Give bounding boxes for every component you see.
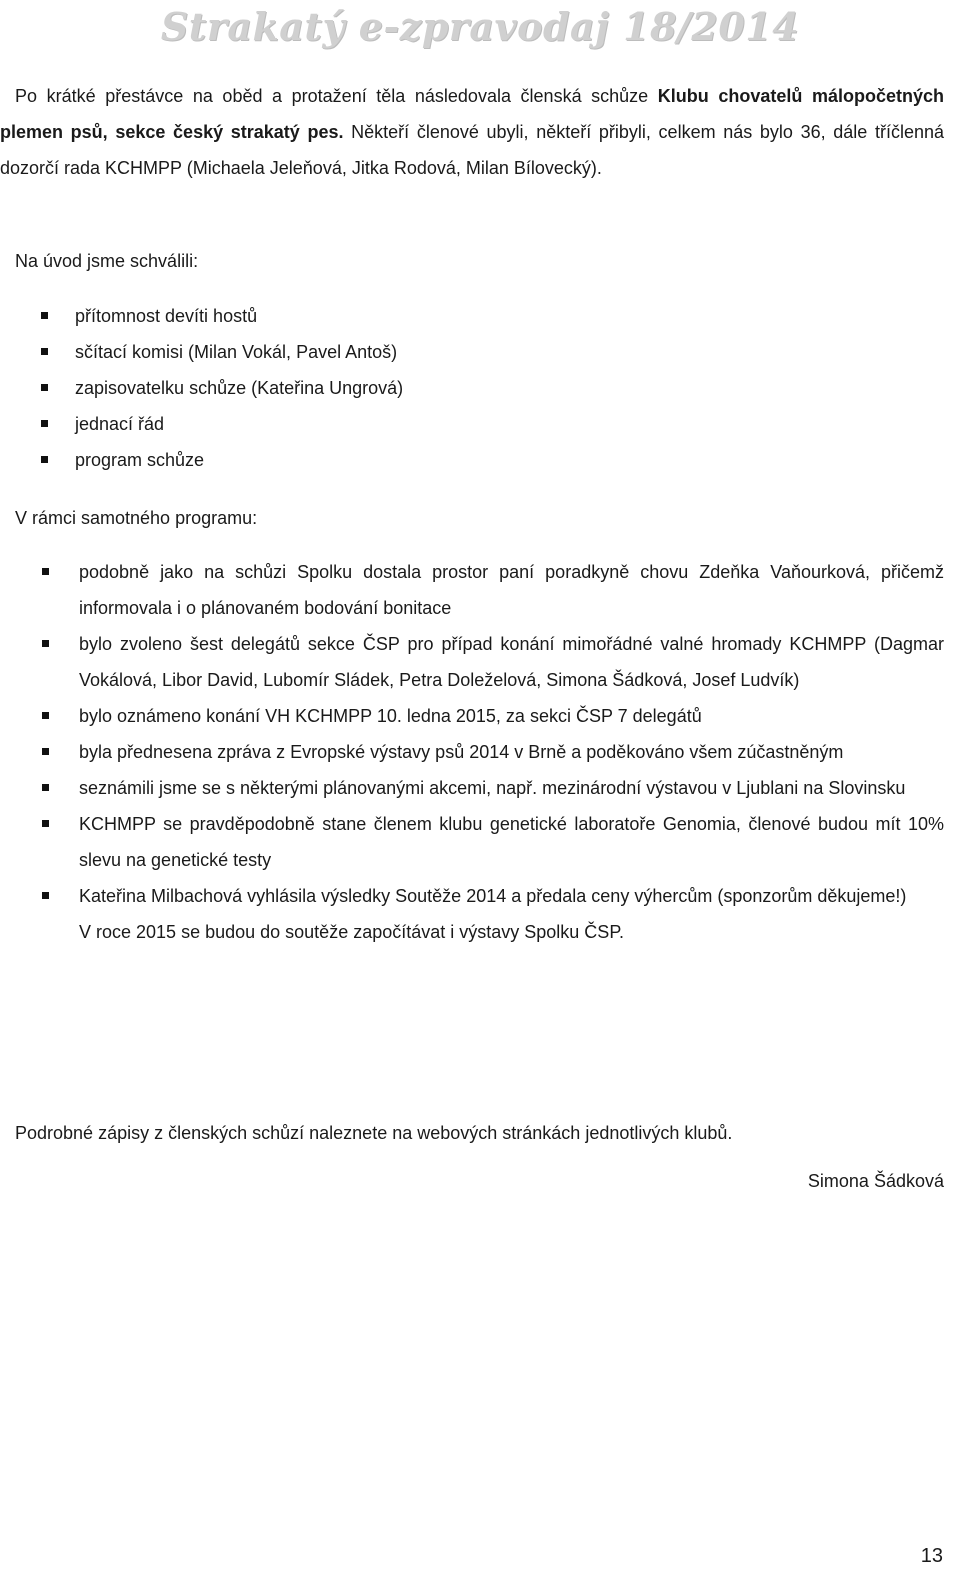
- intro-text-start: Po krátké přestávce na oběd a protažení těla následovala členská schůze: [15, 86, 658, 106]
- list-item-text: přítomnost devíti hostů: [75, 306, 258, 326]
- list-item-text: sčítací komisi (Milan Vokál, Pavel Antoš): [75, 342, 398, 362]
- list-item-text: bylo oznámeno konání VH KCHMPP 10. ledna 2015, za sekci ČSP 7 delegátů: [79, 706, 702, 726]
- footer-note: Podrobné zápisy z členských schůzí naleznete na webových stránkách jednotlivých klubů.: [15, 1123, 733, 1143]
- square-bullet-icon: [42, 568, 49, 575]
- list-item-text: podobně jako na schůzi Spolku dostala prostor paní poradkyně chovu Zdeňka Vaňourková, přičemž informovala i o plánovaném bodování bonitace: [79, 562, 944, 618]
- square-bullet-icon: [41, 420, 48, 427]
- list-item-text: program schůze: [75, 450, 205, 470]
- list-item: [15, 770, 944, 806]
- square-bullet-icon: [42, 784, 49, 791]
- square-bullet-icon: [42, 640, 49, 647]
- square-bullet-icon: [41, 456, 48, 463]
- square-bullet-icon: [42, 820, 49, 827]
- square-bullet-icon: [41, 312, 48, 319]
- list-item-text: bylo zvoleno šest delegátů sekce ČSP pro případ konání mimořádné valné hromady KCHMPP (Dagmar Vokálová, Libor David, Lubomír Sládek, Petra Doleželová, Simona Šádková, Josef Ludvík): [79, 634, 944, 690]
- list-item: [15, 370, 403, 406]
- approved-items-list: [15, 298, 403, 478]
- page-header-title: Strakatý e-zpravodaj 18/2014: [160, 4, 800, 49]
- intro-paragraph: [0, 78, 944, 186]
- competition-note: V roce 2015 se budou do soutěže započítávat i výstavy Spolku ČSP.: [79, 922, 625, 942]
- list-item-text: byla přednesena zpráva z Evropské výstavy psů 2014 v Brně a poděkováno všem zúčastněným: [79, 742, 844, 762]
- square-bullet-icon: [42, 712, 49, 719]
- square-bullet-icon: [42, 892, 49, 899]
- square-bullet-icon: [42, 748, 49, 755]
- square-bullet-icon: [41, 384, 48, 391]
- list-item: [15, 406, 403, 442]
- list-item-text: jednací řád: [75, 414, 165, 434]
- program-items-list: [15, 554, 944, 950]
- intro-bold-club-name: Klubu chovatelů málopočetných plemen psů, sekce český strakatý pes.: [0, 86, 944, 142]
- list-item: [15, 878, 944, 914]
- list-item: [15, 334, 403, 370]
- intro-text-end: Někteří členové ubyli, někteří přibyli, celkem nás bylo 36, dále tříčlenná dozorčí rada KCHMPP (Michaela Jeleňová, Jitka Rodová, Milan Bílovecký).: [0, 122, 944, 178]
- list-item: [15, 298, 403, 334]
- section1-heading: Na úvod jsme schválili:: [15, 251, 199, 271]
- section2-heading: V rámci samotného programu:: [15, 508, 258, 528]
- square-bullet-icon: [41, 348, 48, 355]
- list-item-text: seznámili jsme se s některými plánovanými akcemi, např. mezinárodní výstavou v Ljublani na Slovinsku: [79, 778, 906, 798]
- list-item-text: zapisovatelku schůze (Kateřina Ungrová): [75, 378, 404, 398]
- list-item-text: Kateřina Milbachová vyhlásila výsledky Soutěže 2014 a předala ceny výhercům (sponzorům děkujeme!): [79, 886, 907, 906]
- list-item: [15, 554, 944, 626]
- list-item: [15, 806, 944, 878]
- list-item: [15, 698, 944, 734]
- list-item: [15, 734, 944, 770]
- page-number: 13: [920, 1545, 943, 1567]
- list-item: [15, 626, 944, 698]
- list-item: [15, 442, 403, 478]
- list-item-text: KCHMPP se pravděpodobně stane členem klubu genetické laboratoře Genomia, členové budou mít 10% slevu na genetické testy: [79, 814, 944, 870]
- author-signature: Simona Šádková: [807, 1171, 944, 1191]
